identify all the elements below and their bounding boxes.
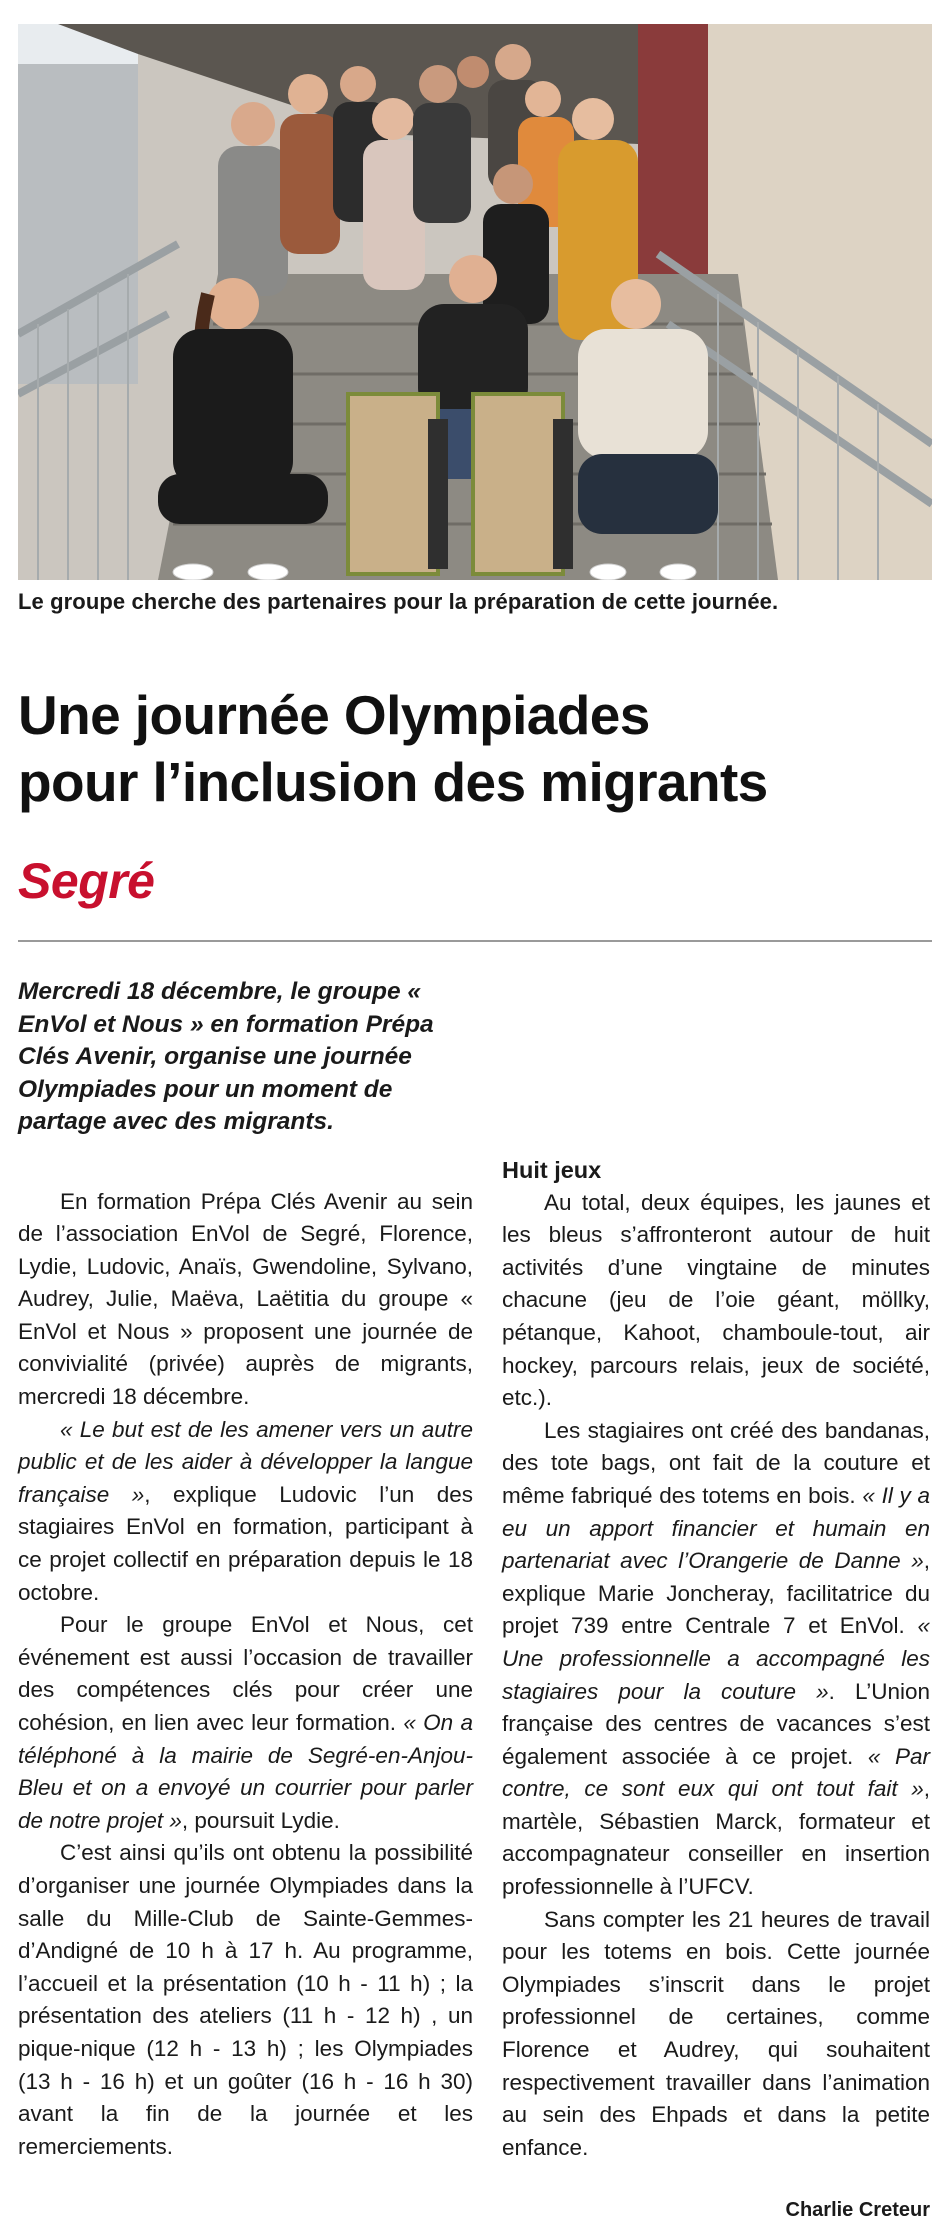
paragraph-6-start: Les stagiaires ont créé des bandanas, des tote bags, ont fait de la couture et même fabriqué des totems en bois. xyxy=(502,1417,930,1508)
article-column-left xyxy=(18,976,473,2163)
paragraph-2-rest: , explique Ludovic l’un des stagiaires EnVol en formation, participant à ce projet collectif en préparation depuis le 18 octobre. xyxy=(18,1481,473,1605)
photo-caption: Le groupe cherche des partenaires pour la préparation de cette journée. xyxy=(18,589,779,614)
paragraph-4: C’est ainsi qu’ils ont obtenu la possibilité d’organiser une journée Olympiades dans la salle du Mille-Club de Sainte-Gemmes-d’Andigné de 10 h à 17 h. Au programme, l’accueil et la présentation (10 h - 11 h) ; la présentation des ateliers (11 h - 12 h) , un pique-nique (12 h - 13 h) ; les Olympiades (13 h - 16 h) et un goûter (16 h - 16 h 30) avant la fin de la journée et les remerciements. xyxy=(18,1840,473,2159)
paragraph-6 xyxy=(502,1415,930,1904)
article-lead: Mercredi 18 décembre, le groupe « EnVol et Nous » en formation Prépa Clés Avenir, organise une journée Olympiades pour un moment de partage avec des migrants. xyxy=(18,978,434,1135)
quote-lydie: « On a téléphoné à la mairie de Segré-en-Anjou-Bleu et on a envoyé un courrier pour parler de notre projet » xyxy=(18,1710,473,1833)
article-column-right xyxy=(502,1120,930,2164)
paragraph-6-mid2: . L’Union française des centres de vacances s’est également associée à ce projet. xyxy=(502,1678,931,1769)
paragraph-3-start: Pour le groupe EnVol et Nous, cet événement est aussi l’occasion de travailler des compétences clés pour créer une cohésion, en lien avec leur formation. xyxy=(18,1612,473,1735)
paragraph-5: Au total, deux équipes, les jaunes et les bleus s’affronteront autour de huit activités d’une vingtaine de minutes chacune (jeu de l’oie géant, möllky, pétanque, Kahoot, chamboule-tout, air hockey, parcours relais, jeux de société, etc.). xyxy=(502,1189,930,1411)
paragraph-2 xyxy=(18,1414,473,1610)
article-location: Segré xyxy=(18,853,155,909)
section-divider xyxy=(18,940,932,942)
article-photo xyxy=(18,24,932,580)
quote-partnership: « Il y a eu un apport financier et humain en partenariat avec l’Orangerie de Danne » xyxy=(502,1482,930,1574)
headline-line-2: pour l’inclusion des migrants xyxy=(18,751,768,813)
paragraph-1: En formation Prépa Clés Avenir au sein de l’association EnVol de Segré, Florence, Lydie, Ludovic, Anaïs, Gwendoline, Sylvano, Audrey, Julie, Maëva, Laëtitia du groupe « EnVol et Nous » proposent une journée de convivialité (privée) auprès de migrants, mercredi 18 décembre. xyxy=(18,1188,473,1410)
group-photo-illustration xyxy=(18,24,932,580)
quote-ludovic: « Le but est de les amener vers un autre public et de les aider à développer la langue française » xyxy=(18,1416,473,1507)
headline-line-1: Une journée Olympiades xyxy=(18,684,650,746)
paragraph-3-end: , poursuit Lydie. xyxy=(181,1807,340,1833)
paragraph-3 xyxy=(18,1609,473,1837)
author-byline: Charlie Creteur xyxy=(785,2199,930,2221)
paragraph-6-end: , martèle, Sébastien Marck, formateur et accompagnateur conseiller en insertion professionnelle à l’UFCV. xyxy=(502,1776,930,1900)
paragraph-7: Sans compter les 21 heures de travail pour les totems en bois. Cette journée Olympiades s’inscrit dans le projet professionnel de certaines, comme Florence et Audrey, qui souhaitent respectivement travailler dans l’animation au sein des Ehpads et dans la petite enfance. xyxy=(502,1906,930,2160)
article-headline xyxy=(18,682,932,816)
quote-tout-fait: « Par contre, ce sont eux qui ont tout fait » xyxy=(502,1743,930,1802)
quote-couture: « Une professionnelle a accompagné les stagiaires pour la couture » xyxy=(502,1613,930,1704)
paragraph-6-mid: , explique Marie Joncheray, facilitatrice du projet 739 entre Centrale 7 et EnVol. xyxy=(502,1548,930,1639)
subheading: Huit jeux xyxy=(502,1157,602,1183)
